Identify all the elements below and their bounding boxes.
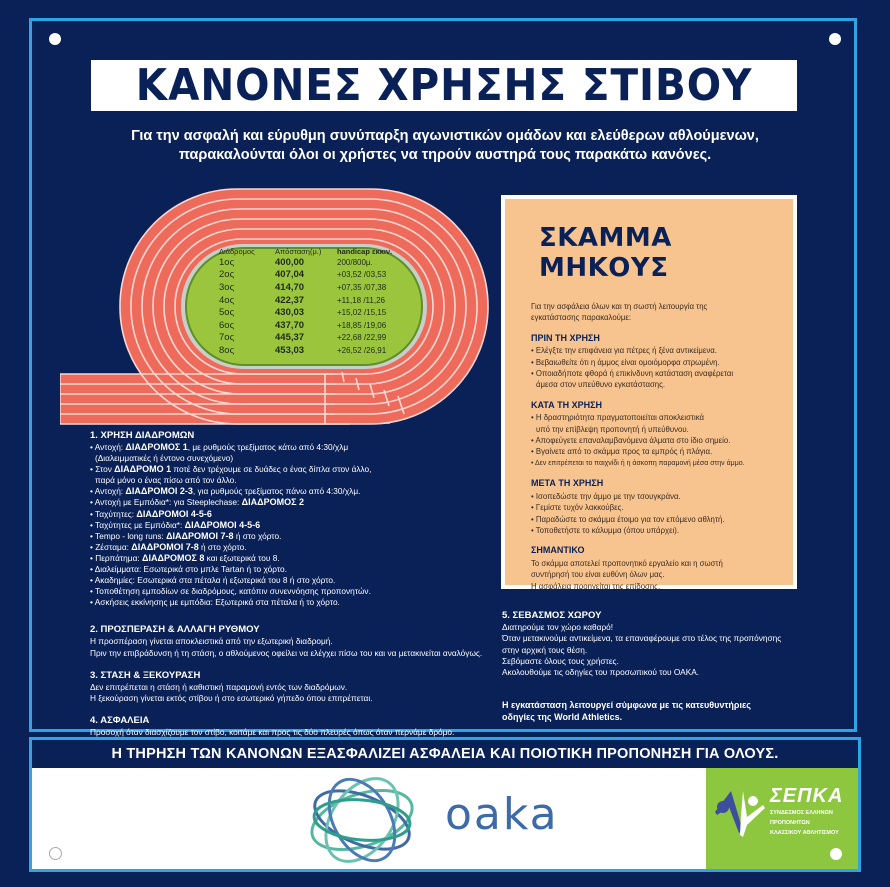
world-athletics-note	[502, 700, 832, 723]
rule-text: • Ταχύτητες:	[90, 508, 137, 519]
lane-cell: 7ος	[219, 332, 235, 344]
sandpit-section-title: ΠΡΙΝ ΤΗ ΧΡΗΣΗ	[531, 332, 600, 343]
distance-cell: 437,70	[275, 319, 305, 331]
section-title: 4. ΑΣΦΑΛΕΙΑ	[90, 714, 150, 726]
rule-text: • Στον	[90, 464, 115, 475]
rule-item	[90, 497, 490, 508]
rule-text: • Αντοχή:	[90, 486, 126, 497]
sandpit-line: • Αποφεύγετε επαναλαμβανόμενα άλματα στο ίδιο σημείο.	[531, 436, 731, 446]
sandpit-title: ΣΚΑΜΜΑ ΜΗΚΟΥΣ	[539, 223, 672, 283]
title-box	[91, 60, 797, 111]
handicap-cell: 200/800μ.	[337, 257, 373, 267]
rule-text: παρά μόνο ο ένας πίσω από τον άλλο.	[95, 475, 237, 486]
section-title: 3. ΣΤΑΣΗ & ΞΕΚΟΥΡΑΣΗ	[90, 669, 201, 681]
note-line: οδηγίες της World Athletics.	[502, 711, 623, 722]
sepka-sub-line: ΣΥΝΔΕΣΜΟΣ ΕΛΛΗΝΩΝ	[770, 810, 833, 816]
rule-lane: ΔΙΑΔΡΟΜΟΙ 7-8	[131, 541, 199, 552]
rule-text: , για ρυθμούς τρεξίματος πάνω από 4:30/χλμ.	[192, 486, 361, 497]
sandpit-line: συντήρησή του είναι ευθύνη όλων μας.	[531, 570, 665, 580]
rule-item	[90, 475, 490, 486]
rule-line: Σεβόμαστε όλους τους χρήστες.	[502, 655, 619, 666]
rule-item	[90, 531, 490, 542]
rule-line: Προσοχή όταν διασχίζουμε τον στίβο, κοιτάμε και προς τις δύο πλευρές όπως όταν περνάμε δρόμο.	[90, 726, 455, 737]
lane-cell: 6ος	[219, 319, 235, 331]
rules-right-column	[502, 610, 832, 723]
sandpit-line: • Η δραστηριότητα πραγματοποιείται αποκλειστικά	[531, 413, 705, 423]
sandpit-panel	[505, 199, 793, 591]
sandpit-line: • Βγαίνετε από το σκάμμα προς τα εμπρός ή πλάγια.	[531, 447, 713, 457]
rule-line: Ακολουθούμε τις οδηγίες του προσωπικού του ΟΑΚΑ.	[502, 667, 700, 678]
lane-cell: 3ος	[219, 281, 235, 293]
table-row	[213, 281, 428, 294]
sepka-logo-subtitle	[770, 808, 839, 838]
handicap-cell: +11,18 /11,26	[337, 295, 385, 305]
section-overtaking	[90, 624, 490, 658]
distance-cell: 407,04	[275, 269, 305, 281]
rules-left-column	[90, 430, 490, 760]
rule-line: στην αρχική τους θέση.	[502, 644, 588, 655]
rule-text: • Ασκήσεις εκκίνησης με εμπόδια: Εξωτερικά στα πέταλα ή το χόρτο.	[90, 597, 340, 608]
sandpit-section-title: ΜΕΤΑ ΤΗ ΧΡΗΣΗ	[531, 478, 604, 489]
rule-lane: ΔΙΑΔΡΟΜΟΙ 4-5-6	[136, 508, 212, 519]
table-row	[213, 332, 428, 345]
rule-lane: ΔΙΑΔΡΟΜΟΣ 2	[241, 497, 304, 508]
rule-lane: ΔΙΑΔΡΟΜΟΙ 2-3	[125, 486, 193, 497]
lane-cell: 1ος	[219, 256, 235, 268]
rule-text: • Διαλείμματα: Εσωτερικά στο μπλε Tartan ή το χόρτο.	[90, 564, 287, 575]
rule-item	[90, 542, 490, 553]
footer-banner: Η ΤΗΡΗΣΗ ΤΩΝ ΚΑΝΟΝΩΝ ΕΞΑΣΦΑΛΙΖΕΙ ΑΣΦΑΛΕΙΑ ΚΑΙ ΠΟΙΟΤΙΚΗ ΠΡΟΠΟΝΗΣΗ ΓΙΑ ΟΛΟΥΣ.	[111, 746, 779, 762]
rule-text: • Αντοχή:	[90, 442, 126, 452]
rule-text: • Ταχύτητες με Εμπόδια*:	[90, 519, 185, 530]
rule-line: Δεν επιτρέπεται η στάση ή καθιστική παραμονή εντός των διαδρόμων.	[90, 681, 348, 692]
intro-text	[60, 127, 830, 165]
oaka-logo-text: oaka	[445, 789, 559, 840]
rule-lane: ΔΙΑΔΡΟΜΟΣ 8	[142, 552, 205, 563]
distance-cell: 400,00	[275, 256, 305, 268]
table-row	[213, 294, 428, 307]
rule-lane: ΔΙΑΔΡΟΜΟΣ 1	[125, 442, 188, 452]
sandpit-line: • Ισοπεδώστε την άμμο με την τσουγκράνα.	[531, 491, 681, 501]
lane-cell: 2ος	[219, 269, 235, 281]
sepka-logo-title: ΣΕΠΚΑ	[770, 785, 844, 807]
sandpit-intro: Για την ασφάλεια όλων και τη σωστή λειτουργία της	[531, 302, 708, 311]
rule-lane: ΔΙΑΔΡΟΜΟΙ 4-5-6	[184, 519, 261, 530]
athletes-figure-icon	[713, 785, 771, 843]
rule-lane: ΔΙΑΔΡΟΜΟΙ 7-8	[166, 530, 234, 541]
orbit-rings-icon	[305, 773, 420, 868]
screw-icon	[829, 33, 841, 45]
table-header	[213, 247, 428, 256]
screw-icon	[49, 33, 61, 45]
screw-icon	[49, 847, 62, 860]
lane-cell: 8ος	[219, 344, 235, 356]
rule-line: Διατηρούμε τον χώρο καθαρό!	[502, 622, 614, 632]
table-row	[213, 344, 428, 357]
rule-text: ή στο χόρτο.	[198, 541, 247, 552]
rule-line: Η προσπέραση γίνεται αποκλειστικά από την εξωτερική διαδρομή.	[90, 636, 333, 647]
rule-item	[90, 486, 490, 497]
rule-text: και εξωτερικά του 8.	[204, 552, 280, 563]
sandpit-line: • Γεμίστε τυχόν λακκούβες.	[531, 503, 624, 513]
section-stop-rest	[90, 670, 490, 704]
rule-text: • Ακαδημίες: Εσωτερικά στα πέταλα ή εξωτερικά του 8 ή στο χόρτο.	[90, 575, 336, 586]
handicap-cell: +07,35 /07,38	[337, 282, 387, 292]
sandpit-line: • Παραδώστε το σκάμμα έτοιμο για τον επόμενο αθλητή.	[531, 514, 725, 524]
note-line: Η εγκατάσταση λειτουργεί σύμφωνα με τις κατευθυντήριες	[502, 700, 751, 711]
rule-text: • Tempo - long runs:	[90, 530, 167, 541]
header-handicap: handicap εκκιν.	[337, 247, 393, 256]
rule-item	[90, 597, 490, 608]
sandpit-line: Το σκάμμα αποτελεί προπονητικό εργαλείο και η σωστή	[531, 558, 723, 568]
header-distance: Απόσταση(μ.)	[275, 247, 322, 256]
screw-icon	[830, 848, 842, 860]
sandpit-line: υπό την επίβλεψη προπονητή ή υπεύθυνου.	[536, 424, 689, 434]
handicap-cell: +03,52 /03,53	[337, 270, 387, 280]
handicap-cell: +26,52 /26,91	[337, 345, 387, 355]
rule-item	[90, 575, 490, 586]
table-row	[213, 269, 428, 282]
sandpit-text	[531, 301, 775, 592]
sandpit-line: • Οποιαδήποτε φθορά ή επικίνδυνη κατάσταση αναφέρεται	[531, 369, 734, 379]
rule-item	[90, 520, 490, 531]
sepka-sub-line: ΚΛΑΣΣΙΚΟΥ ΑΘΛΗΤΙΣΜΟΥ	[770, 830, 839, 836]
rule-text: ή στο χόρτο.	[233, 530, 282, 541]
sandpit-line: άμεσα στον υπεύθυνο εγκατάστασης.	[536, 380, 666, 390]
sandpit-line: • Δεν επιτρέπεται το παιχνίδι ή η άσκοπη παραμονή μέσα στην άμμο.	[531, 459, 745, 467]
rule-text: • Τοποθέτηση εμποδίων σε διαδρόμους, κατόπιν συνεννόησης προπονητών.	[90, 586, 371, 597]
sandpit-intro: εγκατάστασης παρακαλούμε:	[531, 313, 632, 323]
sepka-sub-line: ΠΡΟΠΟΝΗΤΩΝ	[770, 820, 810, 826]
sandpit-line: Η ασφάλεια προηγείται της επίδοσης.	[531, 581, 661, 591]
lane-cell: 5ος	[219, 307, 235, 319]
sandpit-line: • Ελέγξτε την επιφάνεια για πέτρες ή ξένα αντικείμενα.	[531, 346, 717, 356]
rule-line: Όταν μετακινούμε αντικείμενα, τα επαναφέρουμε στο τέλος της προπόνησης	[502, 633, 782, 644]
intro-line: Για την ασφαλή και εύρυθμη συνύπαρξη αγωνιστικών ομάδων και ελεύθερων αθλούμενων,	[131, 128, 759, 144]
section-title: 2. ΠΡΟΣΠΕΡΑΣΗ & ΑΛΛΑΓΗ ΡΥΘΜΟΥ	[90, 624, 260, 636]
rule-text: ποτέ δεν τρέχουμε σε δυάδες ο ένας δίπλα στον άλλο,	[171, 464, 372, 475]
distance-cell: 422,37	[275, 294, 305, 306]
rule-text: • Ζέσταμα:	[90, 541, 132, 552]
section-lane-use	[90, 430, 490, 608]
lane-distance-table	[213, 247, 428, 357]
sandpit-section-title: ΚΑΤΑ ΤΗ ΧΡΗΣΗ	[531, 399, 602, 410]
distance-cell: 414,70	[275, 281, 305, 293]
distance-cell: 453,03	[275, 344, 305, 356]
sandpit-section-title: ΣΗΜΑΝΤΙΚΟ	[531, 545, 585, 556]
rule-item	[90, 564, 490, 575]
handicap-cell: +18,85 /19,06	[337, 320, 387, 330]
sandpit-box	[501, 195, 797, 589]
sandpit-line: • Βεβαιωθείτε ότι η άμμος είναι ομοιόμορφα στρωμένη.	[531, 357, 720, 367]
distance-cell: 445,37	[275, 332, 305, 344]
rule-item	[90, 453, 490, 464]
rule-item	[90, 442, 490, 453]
handicap-cell: +22,68 /22,99	[337, 333, 387, 343]
intro-line: παρακαλούνται όλοι οι χρήστες να τηρούν αυστηρά τους παρακάτω κανόνες.	[178, 147, 712, 163]
section-title: 1. ΧΡΗΣΗ ΔΙΑΔΡΟΜΩΝ	[90, 430, 195, 441]
rule-text: , με ρυθμούς τρεξίματος κάτω από 4:30/χλμ	[187, 442, 349, 452]
sandpit-line: • Τοποθετήστε το κάλυμμα (όπου υπάρχει).	[531, 525, 680, 535]
rule-lane: ΔΙΑΔΡΟΜΟ 1	[114, 464, 172, 475]
page-title: ΚΑΝΟΝΕΣ ΧΡΗΣΗΣ ΣΤΙΒΟΥ	[135, 60, 753, 111]
table-row	[213, 319, 428, 332]
rule-text: (Διαλειμματικές ή έντονο συνεχόμενο)	[95, 453, 234, 464]
rule-line: Πριν την επιβράδυνση ή τη στάση, ο αθλούμενος οφείλει να ελέγχει πίσω του και να μετακινείται αναλόγως.	[90, 647, 483, 658]
section-title: 5. ΣΕΒΑΣΜΟΣ ΧΩΡΟΥ	[502, 610, 602, 621]
distance-cell: 430,03	[275, 307, 305, 319]
lane-cell: 4ος	[219, 294, 235, 306]
handicap-cell: +15,02 /15,15	[337, 308, 387, 318]
rule-text: • Περπάτημα:	[90, 552, 142, 563]
rule-item	[90, 553, 490, 564]
table-row	[213, 306, 428, 319]
rule-item	[90, 464, 490, 475]
rule-item	[90, 586, 490, 597]
rule-line: Η ξεκούραση γίνεται εκτός στίβου ή στο εσωτερικό γήπεδο όπου επιτρέπεται.	[90, 692, 373, 703]
table-row	[213, 256, 428, 269]
rule-text: • Αντοχή με Εμπόδια*: για Steeplechase:	[90, 497, 242, 508]
rule-item	[90, 509, 490, 520]
header-lane: Διάδρομος	[219, 247, 255, 256]
